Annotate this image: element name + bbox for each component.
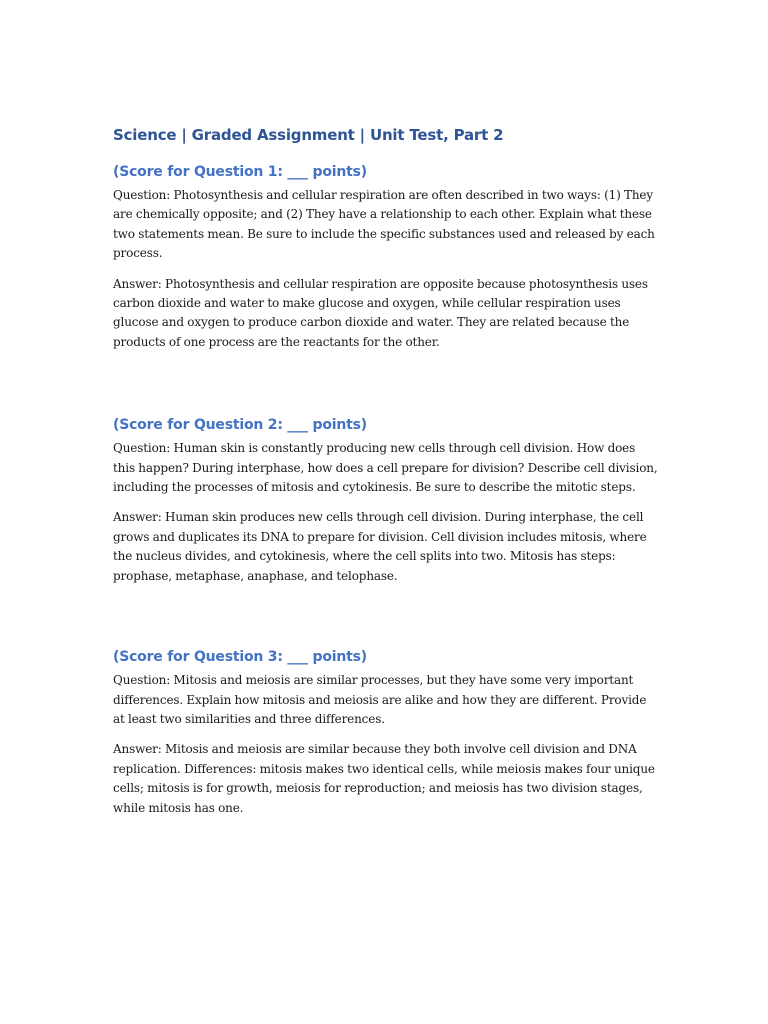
question-text-3: Question: Mitosis and meiosis are similar processes, but they have some very important differences. Explain how mitosis and meiosis are alike and how they are different. Provide at least two similarities and three differences.: [113, 673, 647, 726]
answer-text-2: Answer: Human skin produces new cells through cell division. During interphase, the cell grows and duplicates its DNA to prepare for division. Cell division includes mitosis, where the nucleus divides, and cytokinesis, where the cell splits into two. Mitosis has steps: prophase, metaphase, anaphase, and telophase.: [113, 510, 647, 583]
answer-text-3: Answer: Mitosis and meiosis are similar because they both involve cell division and DNA replication. Differences: mitosis makes two identical cells, while meiosis makes four unique cells; mitosis is for growth, meiosis for reproduction; and meiosis has two division stages, while mitosis has one.: [113, 742, 655, 815]
score-heading-2: (Score for Question 2: ___ points): [113, 417, 367, 434]
question-text-1: Question: Photosynthesis and cellular respiration are often described in two ways: (1) They are chemically opposite; and (2) They have a relationship to each other. Explain what these two statements mean. Be sure to include the specific substances used and released by each process.: [113, 188, 655, 261]
score-heading-1: (Score for Question 1: ___ points): [113, 164, 367, 180]
score-heading-3: (Score for Question 3: ___ points): [113, 649, 367, 666]
question-text-2: Question: Human skin is constantly producing new cells through cell division. How does this happen? During interphase, how does a cell prepare for division? Describe cell division, including the processes of mitosis and cytokinesis. Be sure to describe the mitotic steps.: [113, 441, 658, 495]
question-section-2: [113, 415, 658, 586]
document-page: [113, 124, 658, 818]
question-section-3: [113, 647, 658, 818]
question-section-1: [113, 162, 658, 352]
document-title: Science | Graded Assignment | Unit Test, Part 2: [113, 126, 504, 144]
answer-text-1: Answer: Photosynthesis and cellular respiration are opposite because photosynthesis uses carbon dioxide and water to make glucose and oxygen, while cellular respiration uses glucose and oxygen to produce carbon dioxide and water. They are related because the products of one process are the reactants for the other.: [113, 276, 648, 349]
